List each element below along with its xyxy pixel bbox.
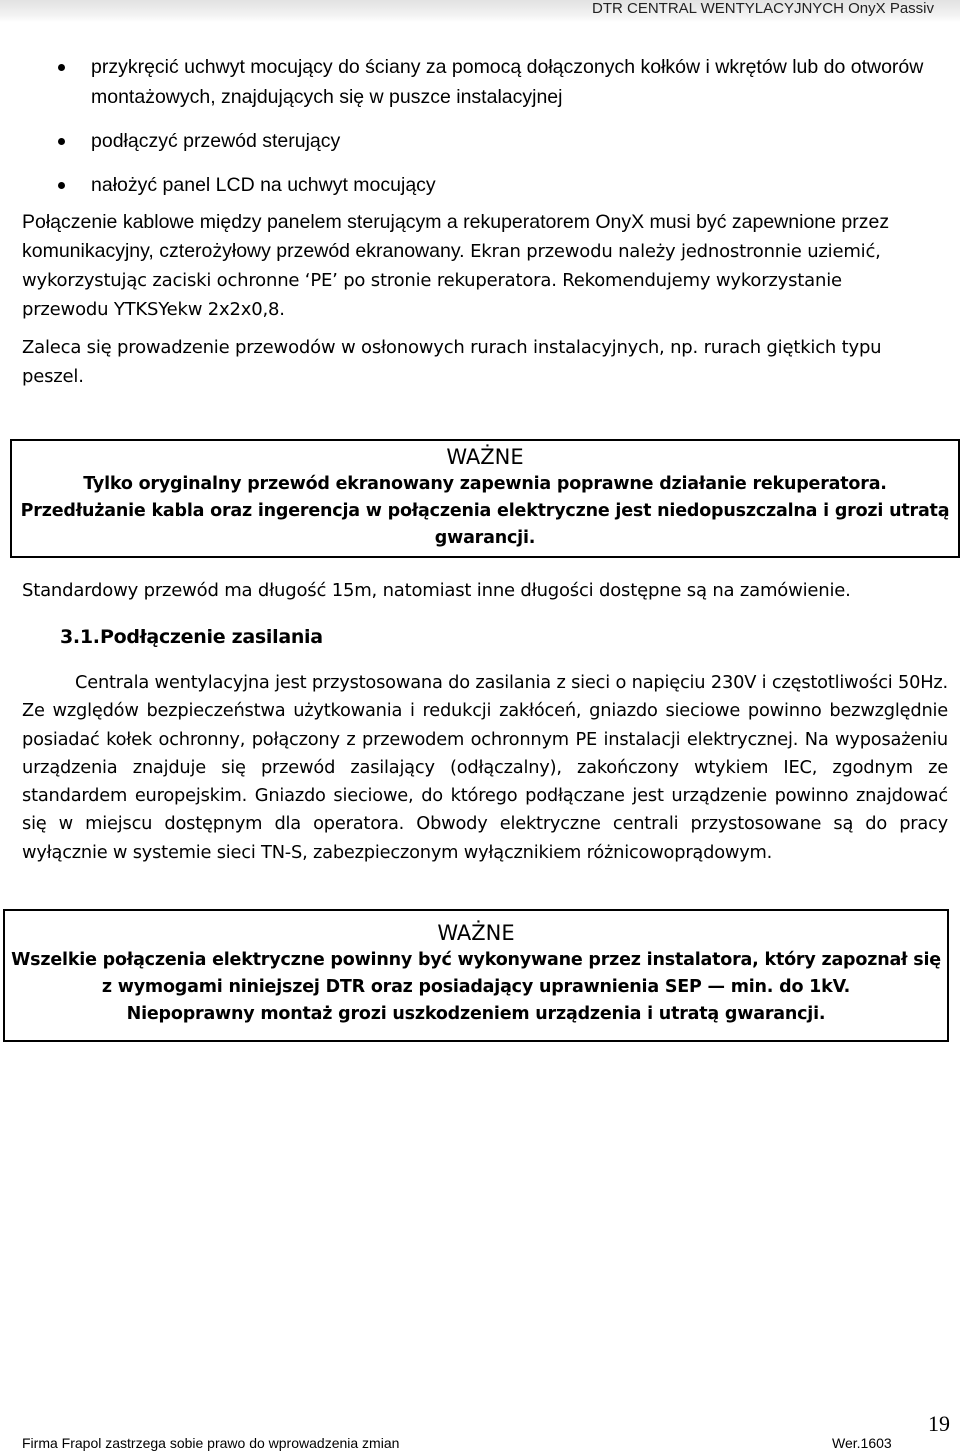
standard-cable-paragraph: Standardowy przewód ma długość 15m, natomiast inne długości dostępne są na zamówienie. xyxy=(22,580,851,601)
warning-title: WAŻNE xyxy=(437,921,515,945)
notice-line: Tylko oryginalny przewód ekranowany zapewnia poprawne działanie rekuperatora. xyxy=(83,474,887,494)
footer-version: Wer.1603 xyxy=(832,1435,892,1451)
connection-text-part2: Ekran przewodu należy jednostronnie uziemić, wykorzystując zaciski ochronne ‘PE’ po stronie rekuperatora. Rekomendujemy wykorzystanie przewodu YTKSYekw 2x2x0,8. xyxy=(22,241,881,320)
installation-steps-list xyxy=(58,52,938,214)
power-supply-text: Centrala wentylacyjna jest przystosowana do zasilania z sieci o napięciu 230V i częstotliwości 50Hz. Ze względów bezpieczeństwa użytkowania i redukcji zakłóceń, gniazdo sieciowe powinno bezwzględnie posiadać kołek ochronny, połączony z przewodem ochronnym PE instalacji elektrycznej. Na wyposażeniu urządzenia znajduje się przewód zasilający (odłączalny), zakończony wtykiem IEC, zgodnym ze standardem europejskim. Gniazdo sieciowe, do którego podłączane jest urządzenie powinno znajdować się w miejscu dostępnym dla operatora. Obwody elektryczne centrali przystosowane są do pracy wyłącznie w systemie sieci TN-S, zabezpieczonym wyłącznikiem różnicowoprądowym. xyxy=(22,672,948,863)
connection-paragraph xyxy=(22,208,927,324)
header-band xyxy=(0,0,960,22)
notice-title: WAŻNE xyxy=(446,445,524,469)
important-notice-box xyxy=(10,439,960,558)
document-header-title: DTR CENTRAL WENTYLACYJNYCH OnyX Passiv xyxy=(592,0,934,17)
section-title: Podłączenie zasilania xyxy=(100,626,323,648)
list-item-text: nałożyć panel LCD na uchwyt mocujący xyxy=(91,174,436,196)
footer-disclaimer: Firma Frapol zastrzega sobie prawo do wprowadzenia zmian xyxy=(22,1435,400,1451)
warning-line: Niepoprawny montaż grozi uszkodzeniem urządzenia i utratą gwarancji. xyxy=(126,1004,826,1024)
warning-line: Wszelkie połączenia elektryczne powinny być wykonywane przez instalatora, który zapoznał się xyxy=(11,950,941,970)
warning-line: z wymogami niniejszej DTR oraz posiadający uprawnienia SEP — min. do 1kV. xyxy=(101,977,851,997)
bullet-icon xyxy=(58,64,65,71)
list-item xyxy=(58,52,938,112)
conduit-paragraph: Zaleca się prowadzenie przewodów w osłonowych rurach instalacyjnych, np. rurach giętkich typu peszel. xyxy=(22,337,882,387)
page-number: 19 xyxy=(928,1411,950,1436)
bullet-icon xyxy=(58,182,65,189)
connection-text-part1: Połączenie kablowe między panelem sterującym a rekuperatorem OnyX musi być zapewnione przez komunikacyjny, czterożyłowy przewód ekranowany. xyxy=(22,211,890,262)
list-item-text: przykręcić uchwyt mocujący do ściany za pomocą dołączonych kołków i wkrętów lub do otworów montażowych, znajdujących się w puszce instalacyjnej xyxy=(91,56,924,108)
section-number: 3.1. xyxy=(60,626,100,648)
list-item-text: podłączyć przewód sterujący xyxy=(91,130,341,152)
electrical-warning-box xyxy=(3,909,949,1042)
list-item xyxy=(58,126,938,156)
bullet-icon xyxy=(58,138,65,145)
list-item xyxy=(58,170,938,200)
notice-line: Przedłużanie kabla oraz ingerencja w połączenia elektryczne jest niedopuszczalna i grozi utratą gwarancji. xyxy=(20,501,950,548)
section-heading xyxy=(60,626,323,648)
